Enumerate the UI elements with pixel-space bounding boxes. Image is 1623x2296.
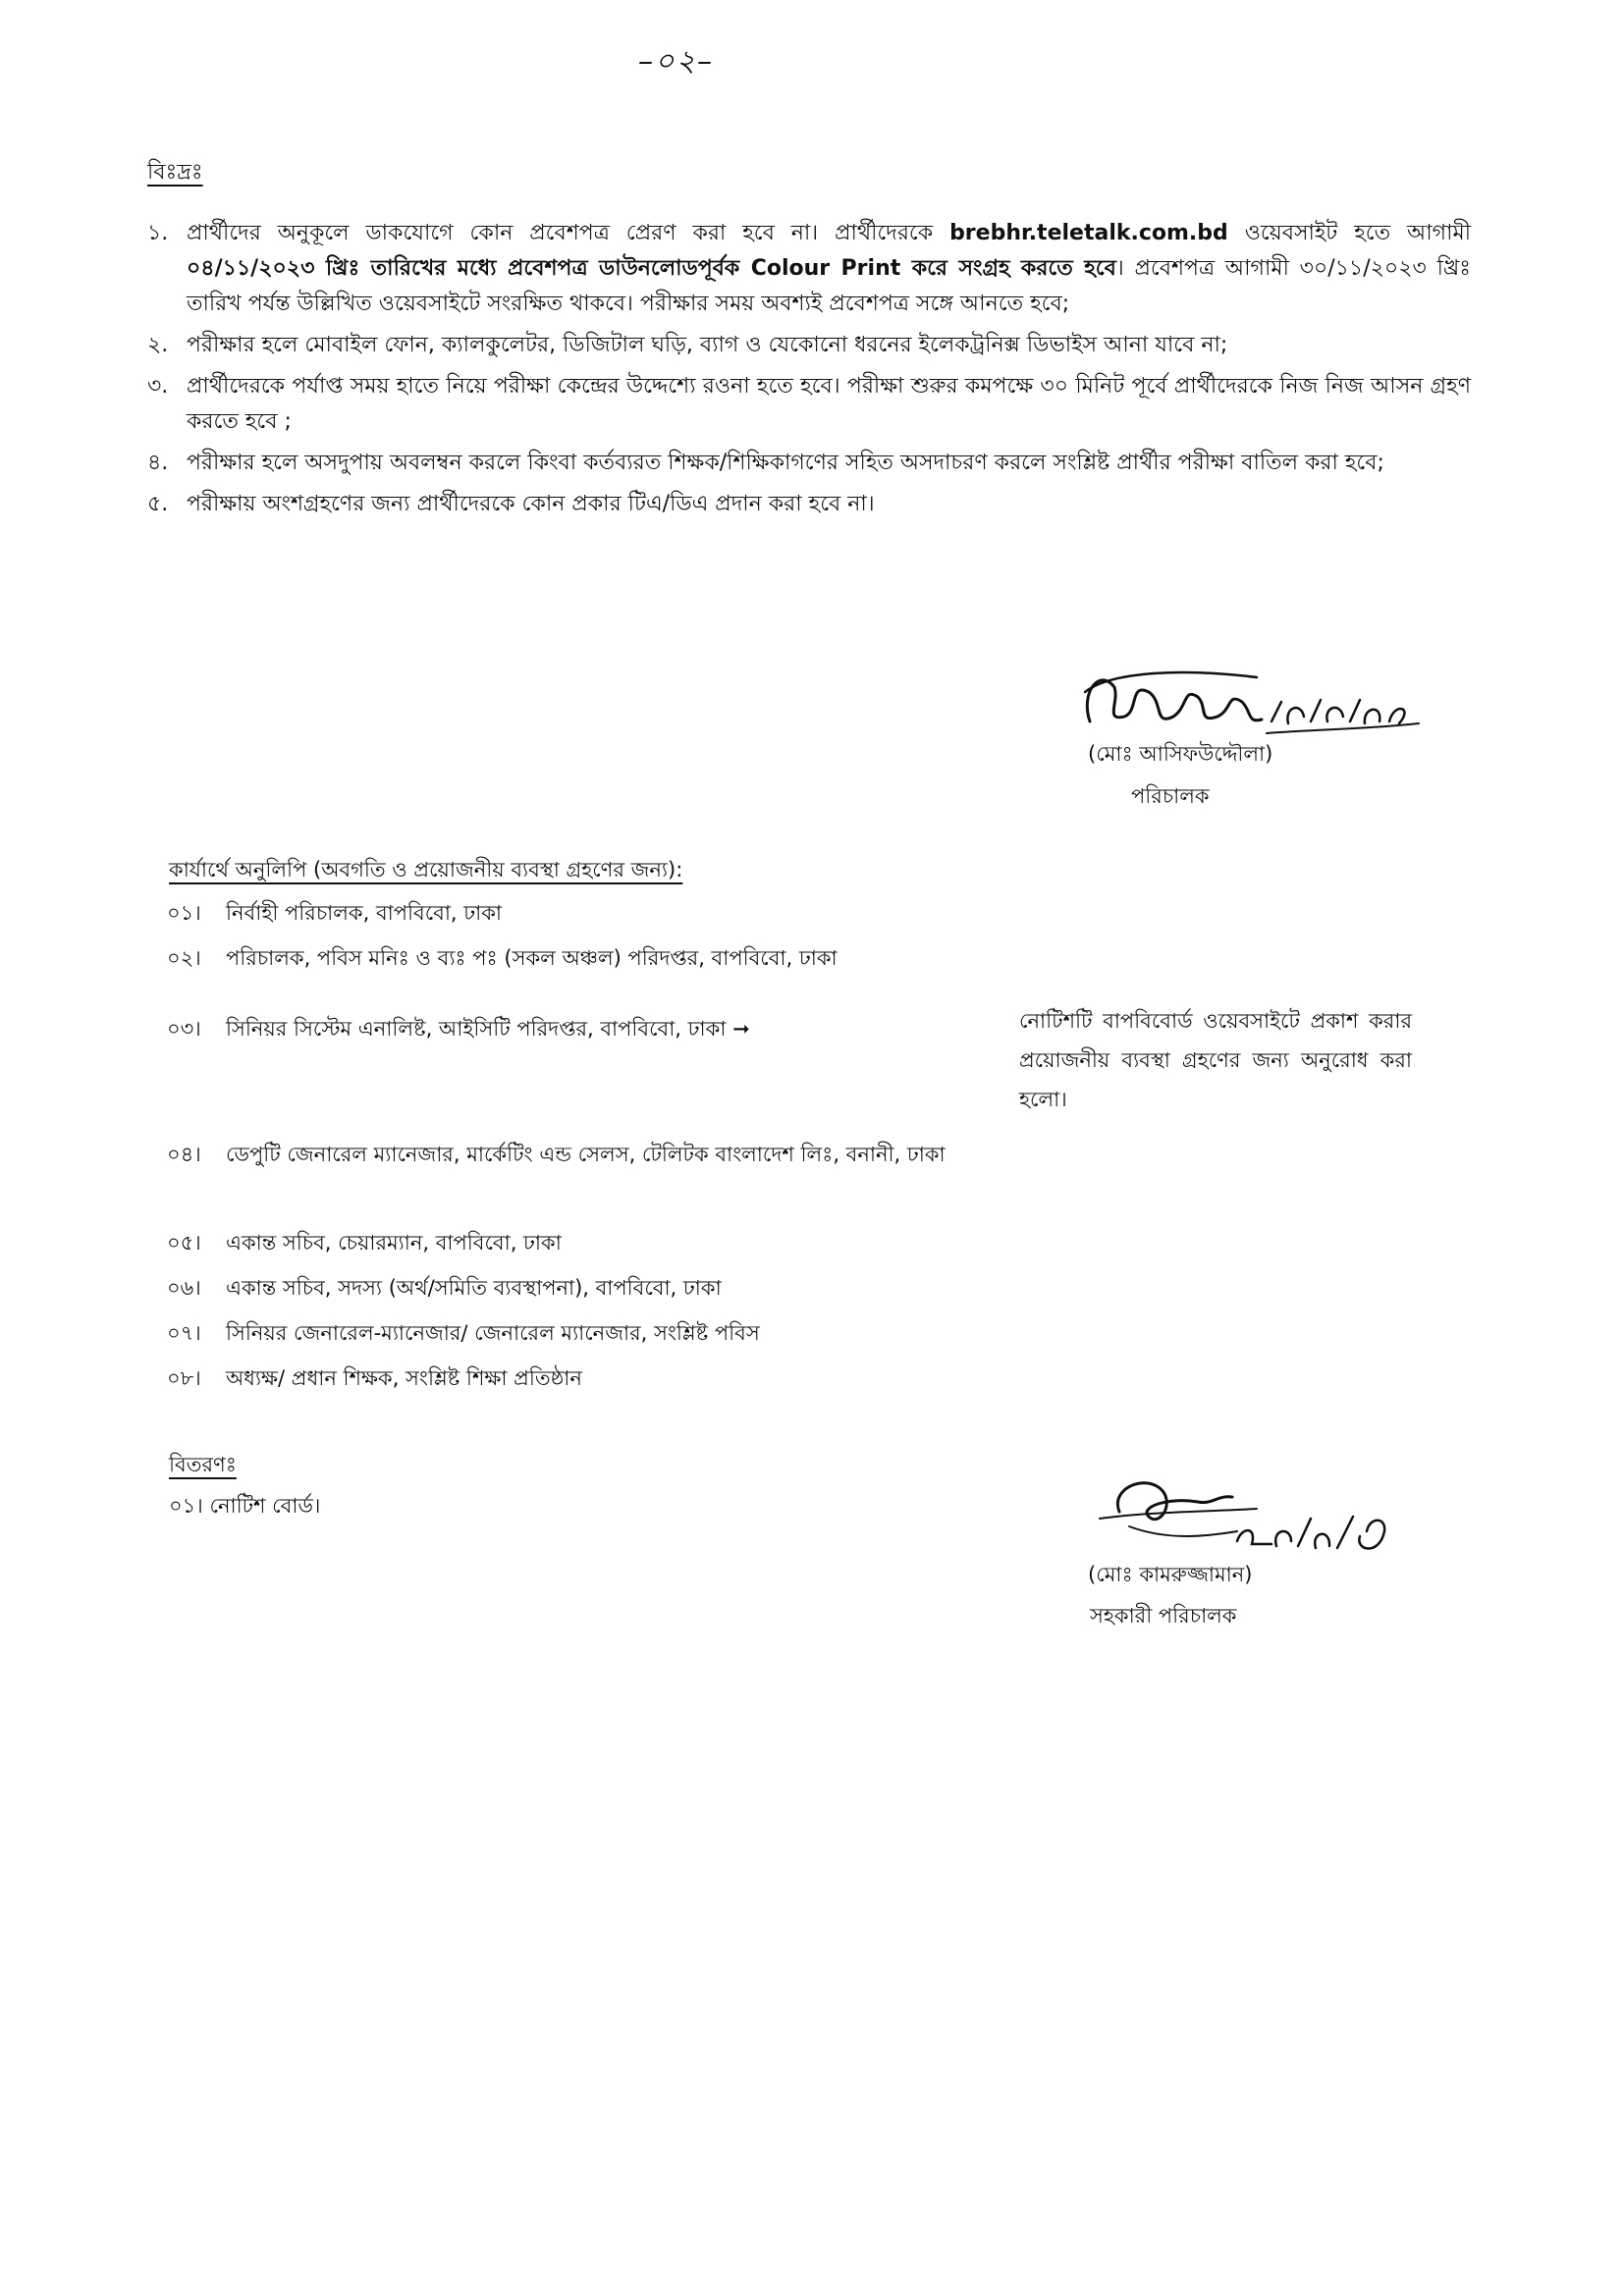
- cc-number: ০৮।: [167, 1366, 201, 1390]
- note-item: [147, 328, 1471, 363]
- cc-number: ০৩।: [167, 1017, 201, 1041]
- note-item: [147, 446, 1471, 481]
- cc-text: ডেপুটি জেনারেল ম্যানেজার, মার্কেটিং এন্ড সেলস, টেলিটক বাংলাদেশ লিঃ, বনানী, ঢাকা: [226, 1143, 946, 1166]
- cc-number: ০৬।: [167, 1276, 201, 1300]
- cc-text: অধ্যক্ষ/ প্রধান শিক্ষক, সংশ্লিষ্ট শিক্ষা প্রতিষ্ঠান: [226, 1366, 582, 1390]
- note-number: ৫.: [147, 492, 169, 516]
- cc-heading: কার্যার্থে অনুলিপি (অবগতি ও প্রয়োজনীয় ব্যবস্থা গ্রহণের জন্য):: [169, 858, 683, 881]
- notes-heading: বিঃদ্রঃ: [147, 160, 203, 185]
- note-number: ৪.: [147, 451, 169, 475]
- note-number: ২.: [147, 333, 169, 357]
- page-number: –০২–: [638, 44, 715, 79]
- cc-number: ০৭।: [167, 1321, 201, 1345]
- cc-item: [167, 1270, 1051, 1315]
- note-number: ১.: [147, 221, 169, 245]
- signature-assistant-director: [1090, 1458, 1404, 1566]
- note-text: পরীক্ষার হলে মোবাইল ফোন, ক্যালকুলেটর, ডিজিটাল ঘড়ি, ব্যাগ ও যেকোনো ধরনের ইলেকট্রনিক্স ডিভাইস আনা যাবে না;: [187, 333, 1228, 357]
- note-text: পরীক্ষার হলে অসদুপায় অবলম্বন করলে কিংবা কর্তব্যরত শিক্ষক/শিক্ষিকাগণের সহিত অসদাচরণ করলে সংশ্লিষ্ট প্রার্থীর পরীক্ষা বাতিল করা হবে;: [187, 451, 1384, 475]
- distribution-heading: বিতরণঃ: [169, 1453, 237, 1476]
- cc-number: ০৪।: [167, 1143, 201, 1166]
- cc-item: [167, 895, 1051, 940]
- cc-text: সিনিয়র জেনারেল-ম্যানেজার/ জেনারেল ম্যানেজার, সংশ্লিষ্ট পবিস: [226, 1321, 760, 1345]
- note-deadline: ০৪/১১/২০২৩ খ্রিঃ তারিখের মধ্যে প্রবেশপত্র ডাউনলোডপূর্বক Colour Print করে সংগ্রহ করতে হবে: [187, 256, 1116, 281]
- cc-text: একান্ত সচিব, চেয়ারম্যান, বাপবিবো, ঢাকা: [226, 1231, 562, 1255]
- signatory-name: (মোঃ কামরুজ্জামান): [1088, 1563, 1253, 1586]
- cc-text: সিনিয়র সিস্টেম এনালিষ্ট, আইসিটি পরিদপ্তর, বাপবিবো, ঢাকা ➞: [226, 1017, 750, 1041]
- note-text: পরীক্ষায় অংশগ্রহণের জন্য প্রার্থীদেরকে কোন প্রকার টিএ/ডিএ প্রদান করা হবে না।: [187, 492, 875, 516]
- cc-number: ০৫।: [167, 1231, 201, 1255]
- distribution-list: [169, 1488, 320, 1523]
- cc-side-note: নোটিশটি বাপবিবোর্ড ওয়েবসাইটে প্রকাশ করার প্রয়োজনীয় ব্যবস্থা গ্রহণের জন্য অনুরোধ করা হলো।: [1019, 1009, 1412, 1111]
- cc-text: পরিচালক, পবিস মনিঃ ও ব্যঃ পঃ (সকল অঞ্চল) পরিদপ্তর, বাপবিবো, ঢাকা: [226, 946, 838, 970]
- note-text-part: । প্রবেশপত্র আগামী ৩০/১১/২০২৩ খ্রিঃ তারিখ পর্যন্ত উল্লিখিত ওয়েবসাইটে সংরক্ষিত থাকবে। পরীক্ষার সময় অবশ্যই প্রবেশপত্র সঙ্গে আনতে হবে;: [187, 256, 1471, 316]
- cc-text: নির্বাহী পরিচালক, বাপবিবো, ঢাকা: [226, 901, 503, 925]
- cc-item: [167, 1315, 1051, 1361]
- cc-item: [167, 1361, 1051, 1406]
- cc-number: ০১।: [167, 901, 201, 925]
- note-item: [147, 369, 1471, 440]
- note-number: ৩.: [147, 374, 169, 399]
- distribution-item: ০১। নোটিশ বোর্ড।: [169, 1494, 321, 1518]
- note-text-part: প্রার্থীদের অনুকূলে ডাকযোগে কোন প্রবেশপত্র প্রেরণ করা হবে না। প্রার্থীদেরকে: [187, 221, 950, 245]
- cc-item: [167, 1011, 1051, 1137]
- note-text: প্রার্থীদেরকে পর্যাপ্ত সময় হাতে নিয়ে পরীক্ষা কেন্দ্রের উদ্দেশ্যে রওনা হতে হবে। পরীক্ষা শুরুর কমপক্ষে ৩০ মিনিট পূর্বে প্রার্থীদেরকে নিজ নিজ আসন গ্রহণ করতে হবে ;: [187, 374, 1471, 434]
- signatory-title: পরিচালক: [1131, 784, 1210, 808]
- note-item: [147, 216, 1471, 322]
- handwritten-signature-icon: [1090, 1458, 1404, 1566]
- note-text: [187, 216, 1471, 322]
- notes-list: [147, 216, 1471, 522]
- signatory-title: সহকারী পরিচালক: [1090, 1604, 1237, 1628]
- note-item: [147, 487, 1471, 522]
- cc-text: একান্ত সচিব, সদস্য (অর্থ/সমিতি ব্যবস্থাপনা), বাপবিবো, ঢাকা: [226, 1276, 722, 1300]
- note-text-part: ওয়েবসাইট হতে আগামী: [1227, 221, 1471, 245]
- signatory-name: (মোঃ আসিফউদ্দৌলা): [1088, 742, 1273, 766]
- cc-number: ০২।: [167, 946, 201, 970]
- cc-item: [167, 940, 1051, 1011]
- cc-list: [167, 895, 1051, 1406]
- note-website-link: brebhr.teletalk.com.bd: [949, 221, 1228, 245]
- cc-item: [167, 1137, 1051, 1225]
- cc-item: [167, 1225, 1051, 1270]
